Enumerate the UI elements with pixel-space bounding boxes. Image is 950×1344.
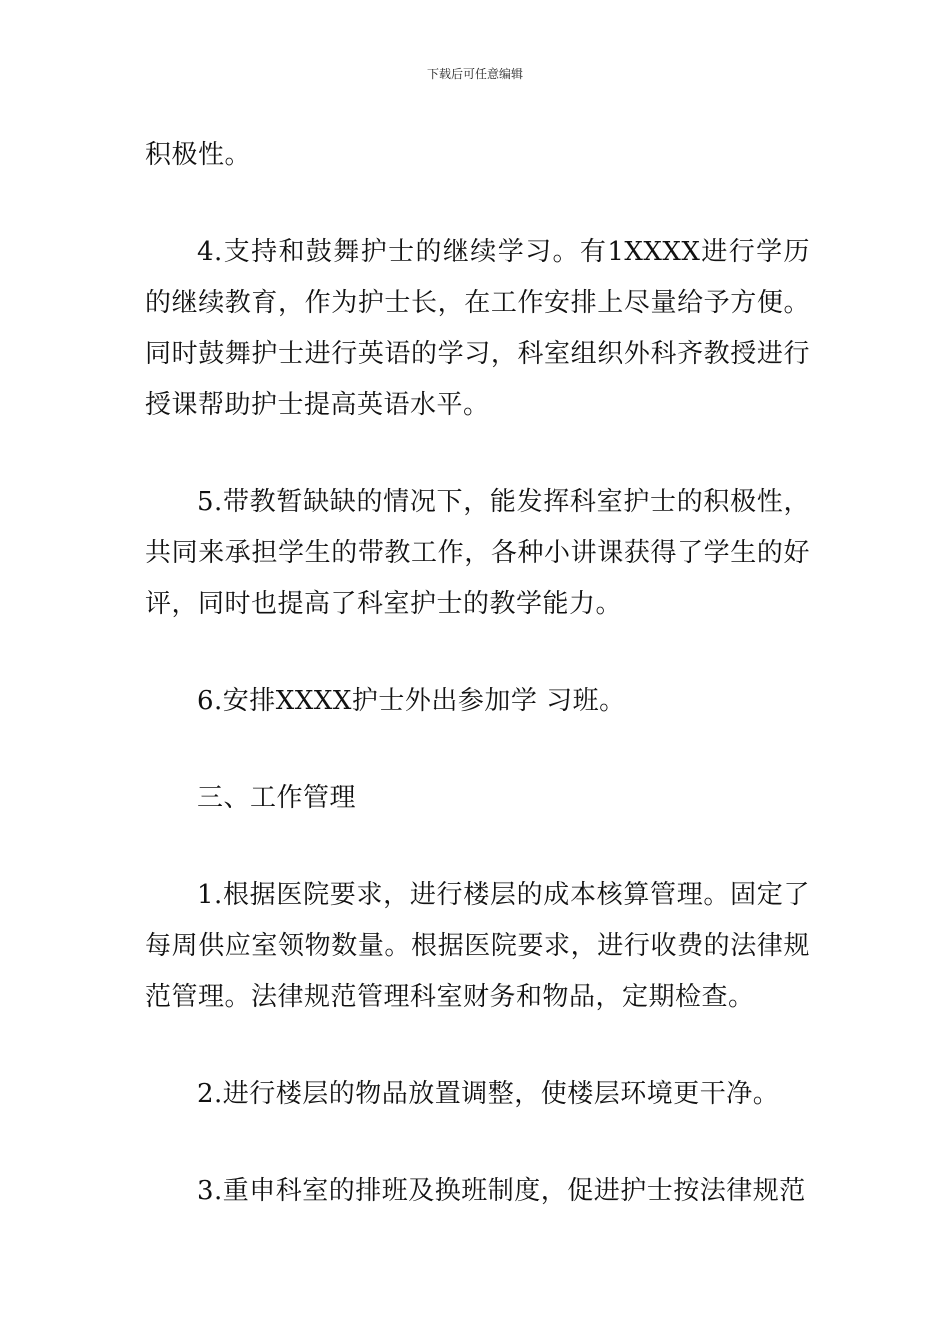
paragraph: 4.支持和鼓舞护士的继续学习。有1XXXX进行学历的继续教育，作为护士长，在工作安排上尽量给予方便。同时鼓舞护士进行英语的学习，科室组织外科齐教授进行授课帮助护士提高英语水平。 [145,237,810,420]
paragraph: 3.重申科室的排班及换班制度，促进护士按法律规范 [197,1176,806,1206]
paragraph-gap [145,431,810,477]
page-header: 下载后可任意编辑 [426,67,523,81]
paragraph-gap [145,1023,810,1069]
paragraph: 1.根据医院要求，进行楼层的成本核算管理。固定了每周供应室领物数量。根据医院要求，进行收费的法律规范管理。法律规范管理科室财务和物品，定期检查。 [145,880,810,1012]
paragraph-gap [145,727,810,773]
paragraph-gap [145,630,810,676]
paragraph-gap [145,824,810,870]
paragraph-gap [145,181,810,227]
document-body [145,130,810,1217]
paragraph: 5.带教暂缺缺的情况下，能发挥科室护士的积极性，共同来承担学生的带教工作，各种小讲课获得了学生的好评，同时也提高了科室护士的教学能力。 [145,487,810,619]
paragraph: 2.进行楼层的物品放置调整，使楼层环境更干净。 [197,1079,780,1109]
paragraph: 6.安排XXXX护士外出参加学 习班。 [197,686,626,716]
paragraph-gap [145,1120,810,1166]
paragraph: 积极性。 [145,140,252,170]
section-heading: 三、工作管理 [197,783,357,813]
